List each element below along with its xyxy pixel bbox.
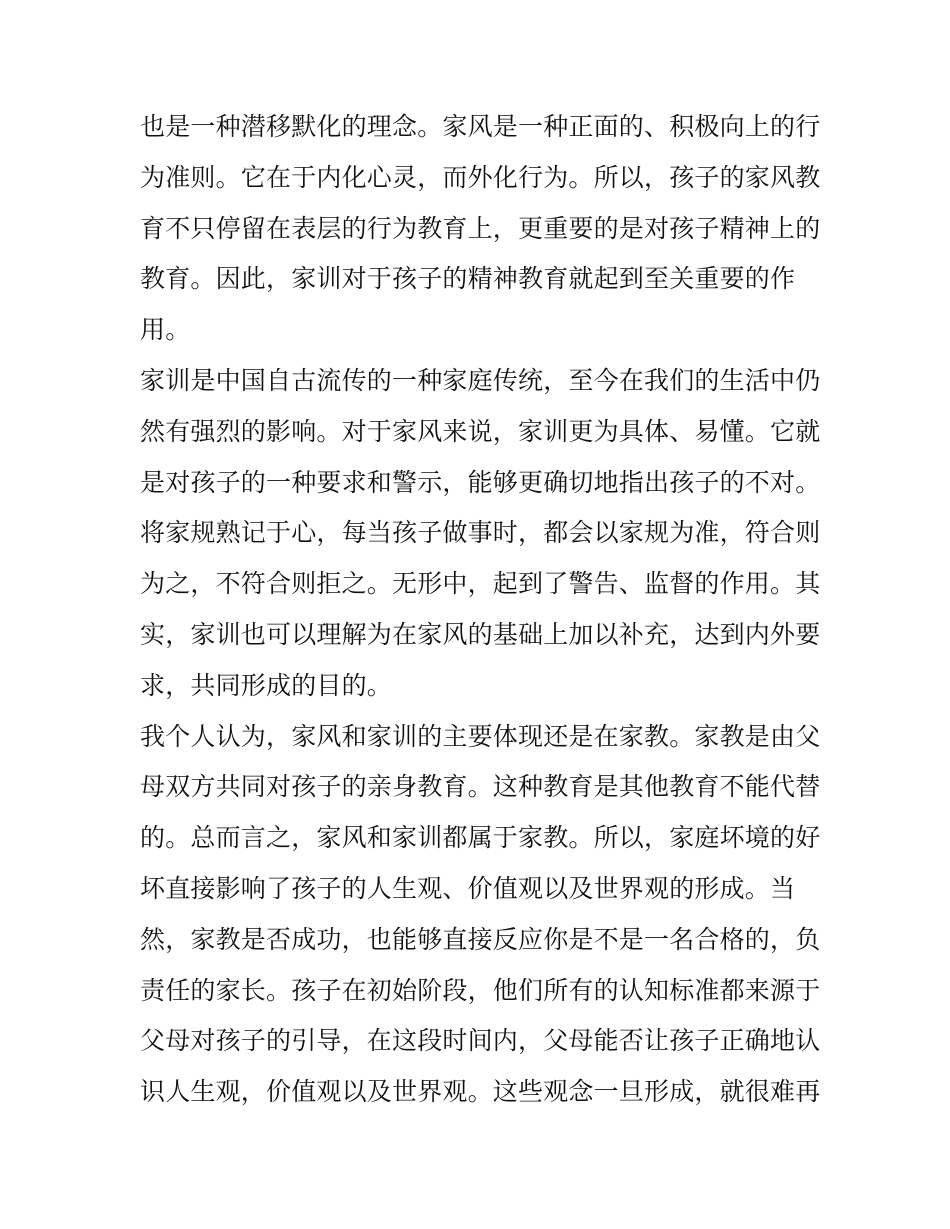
text-line: 然，家教是否成功，也能够直接反应你是不是一名合格的，负 [140,924,821,954]
text-line: 将家规熟记于心，每当孩子做事时，都会以家规为准，符合则 [140,518,821,548]
text-line: 为之，不符合则拒之。无形中，起到了警告、监督的作用。其 [140,569,821,599]
text-line: 也是一种潜移默化的理念。家风是一种正面的、积极向上的行 [140,112,821,141]
document-body [140,102,820,1118]
text-line: 为准则。它在于内化心灵，而外化行为。所以，孩子的家风教 [140,162,821,192]
text-line: 家训是中国自古流传的一种家庭传统，至今在我们的生活中仍 [140,365,821,395]
text-line: 教育。因此，家训对于孩子的精神教育就起到至关重要的作 [140,264,796,294]
text-line: 是对孩子的一种要求和警示，能够更确切地指出孩子的不对。 [140,467,821,497]
text-line: 责任的家长。孩子在初始阶段，他们所有的认知标准都来源于 [140,975,821,1005]
text-line: 我个人认为，家风和家训的主要体现还是在家教。家教是由父 [140,721,821,751]
text-line: 实，家训也可以理解为在家风的基础上加以补充，达到内外要 [140,619,821,649]
text-line: 用。 [140,315,191,345]
text-line: 母双方共同对孩子的亲身教育。这种教育是其他教育不能代替 [140,772,821,802]
text-line: 然有强烈的影响。对于家风来说，家训更为具体、易懂。它就 [140,416,821,446]
text-line: 识人生观，价值观以及世界观。这些观念一旦形成，就很难再 [140,1077,821,1107]
text-line: 的。总而言之，家风和家训都属于家教。所以，家庭坏境的好 [140,823,821,853]
text-line: 坏直接影响了孩子的人生观、价值观以及世界观的形成。当 [140,873,796,903]
text-line: 父母对孩子的引导，在这段时间内，父母能否让孩子正确地认 [140,1026,821,1056]
text-line: 育不只停留在表层的行为教育上，更重要的是对孩子精神上的 [140,213,821,243]
text-line: 求，共同形成的目的。 [140,670,393,700]
